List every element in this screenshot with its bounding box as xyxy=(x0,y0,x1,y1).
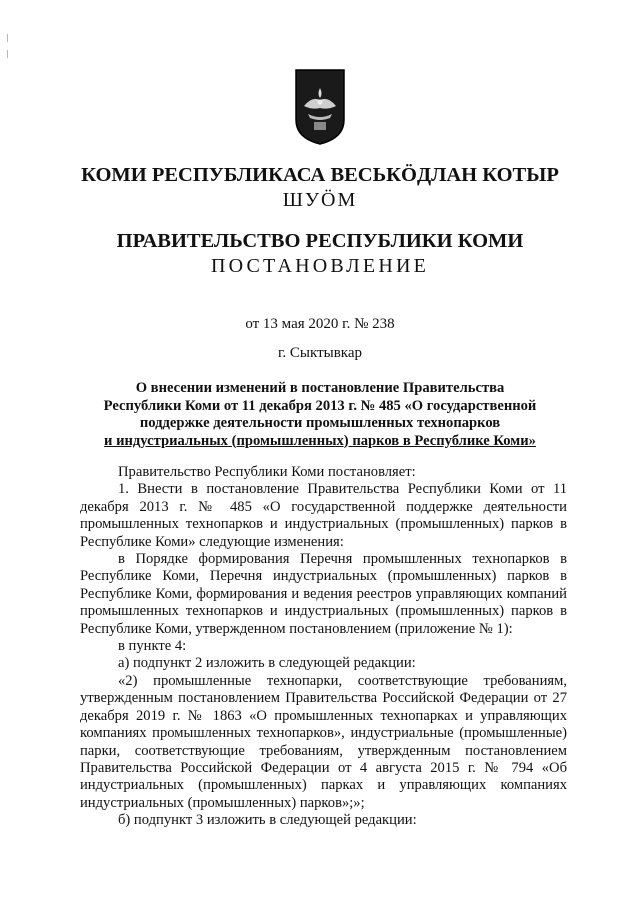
body-paragraph: Правительство Республики Коми постановляет: xyxy=(118,464,416,480)
komi-header-subtitle: ШУӦМ xyxy=(282,189,358,211)
coat-of-arms-emblem xyxy=(294,68,346,146)
body-paragraph: «2) промышленные технопарки, соответствующие требованиям, утвержденным постановлением Правительства Российской Федерации от 27 декабря 2019 г. № 1863 «О промышленных технопарках и управляющих компаниях промышленных технопарков», индустриальные (промышленные) парки, соответствующие требованиям, утвержденным постановлением Правительства Российской Федерации от 4 августа 2015 г. № 794 «Об индустриальных (промышленных) парках и управляющих компаниях индустриальных (промышленных) парков»;»; xyxy=(80,672,567,811)
scan-mark xyxy=(7,34,8,42)
title-line: и индустриальных (промышленных) парков в Республике Коми» xyxy=(104,432,536,449)
document-type: ПОСТАНОВЛЕНИЕ xyxy=(210,255,430,277)
body-paragraph: б) подпункт 3 изложить в следующей редакции: xyxy=(118,812,417,829)
document-city: г. Сыктывкар xyxy=(277,345,363,361)
title-line: Республики Коми от 11 декабря 2013 г. № 485 «О государственной xyxy=(103,397,537,414)
title-line: поддержке деятельности промышленных технопарков xyxy=(139,415,501,431)
body-paragraph: в Порядке формирования Перечня промышленных технопарков в Республике Коми, Перечня индустриальных (промышленных) парков в Республике Коми, формирования и ведения реестров управляющих компаний промышленных технопарков и индустриальных (промышленных) парков в Республике Коми, утвержденном постановлением (приложение № 1): xyxy=(80,551,567,637)
body-paragraph: а) подпункт 2 изложить в следующей редакции: xyxy=(118,655,416,672)
komi-header-title: КОМИ РЕСПУБЛИКАСА ВЕСЬКӦДЛАН КОТЫР xyxy=(81,164,559,186)
body-paragraph: в пункте 4: xyxy=(118,638,187,655)
document-date: от 13 мая 2020 г. № 238 xyxy=(245,316,395,332)
russian-header-title: ПРАВИТЕЛЬСТВО РЕСПУБЛИКИ КОМИ xyxy=(116,230,524,252)
scan-mark xyxy=(7,50,8,58)
title-line: О внесении изменений в постановление Правительства xyxy=(135,380,505,396)
document-body xyxy=(80,464,567,830)
body-paragraph: 1. Внести в постановление Правительства Республики Коми от 11 декабря 2013 г. № 485 «О государственной поддержке деятельности промышленных технопарков и индустриальных (промышленных) парков в Республике Коми» следующие изменения: xyxy=(80,481,567,550)
document-title xyxy=(60,380,580,450)
